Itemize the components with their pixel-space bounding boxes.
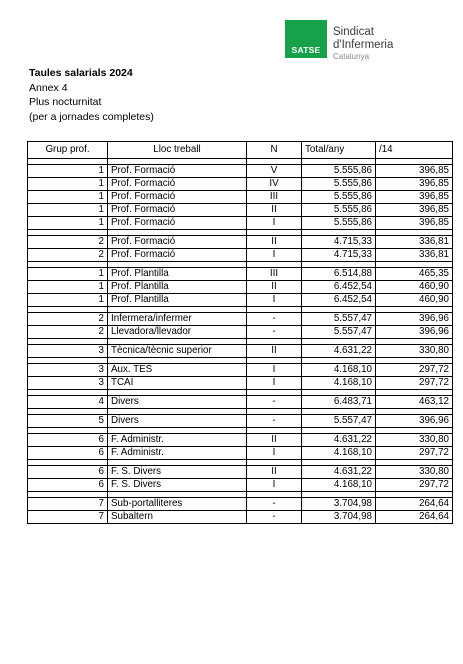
cell-total: 4.168,10 (302, 479, 376, 492)
cell-group: 1 (28, 217, 108, 230)
logo-region: Catalunya (333, 52, 370, 61)
cell-group: 1 (28, 204, 108, 217)
document-title: Taules salarials 2024 (29, 67, 133, 79)
cell-job: Tècnica/tècnic superior (108, 345, 247, 358)
cell-level: I (247, 479, 302, 492)
cell-total: 3.704,98 (302, 498, 376, 511)
cell-job: Infermera/infermer (108, 313, 247, 326)
table-row (28, 447, 453, 460)
satse-logo-mark (285, 20, 327, 58)
cell-level: III (247, 191, 302, 204)
cell-total: 5.555,86 (302, 191, 376, 204)
cell-level: - (247, 396, 302, 409)
cell-monthly: 396,85 (376, 178, 453, 191)
cell-monthly: 463,12 (376, 396, 453, 409)
cell-monthly: 264,64 (376, 498, 453, 511)
cell-group: 1 (28, 281, 108, 294)
cell-total: 6.452,54 (302, 281, 376, 294)
cell-level: - (247, 511, 302, 524)
cell-group: 6 (28, 434, 108, 447)
cell-job: Aux. TES (108, 364, 247, 377)
cell-monthly: 396,85 (376, 204, 453, 217)
table-row (28, 396, 453, 409)
cell-group: 6 (28, 466, 108, 479)
table-row (28, 204, 453, 217)
cell-total: 5.557,47 (302, 313, 376, 326)
cell-job: Prof. Plantilla (108, 281, 247, 294)
table-header-row (28, 142, 453, 159)
table-row (28, 313, 453, 326)
cell-level: I (247, 447, 302, 460)
cell-level: V (247, 165, 302, 178)
cell-monthly: 396,96 (376, 326, 453, 339)
cell-level: - (247, 498, 302, 511)
cell-monthly: 460,90 (376, 294, 453, 307)
column-header-job: Lloc treball (108, 142, 247, 159)
document-heading (29, 66, 154, 124)
cell-job: Prof. Formació (108, 204, 247, 217)
cell-level: I (247, 217, 302, 230)
cell-group: 1 (28, 294, 108, 307)
cell-level: I (247, 377, 302, 390)
cell-total: 6.483,71 (302, 396, 376, 409)
cell-total: 4.715,33 (302, 236, 376, 249)
cell-monthly: 460,90 (376, 281, 453, 294)
cell-monthly: 330,80 (376, 466, 453, 479)
cell-monthly: 264,64 (376, 511, 453, 524)
cell-level: III (247, 268, 302, 281)
cell-total: 5.557,47 (302, 415, 376, 428)
cell-total: 4.631,22 (302, 345, 376, 358)
document-note: (per a jornades completes) (29, 110, 154, 123)
cell-job: Prof. Formació (108, 217, 247, 230)
cell-group: 1 (28, 178, 108, 191)
cell-total: 4.631,22 (302, 434, 376, 447)
cell-monthly: 297,72 (376, 364, 453, 377)
satse-logo (285, 20, 445, 64)
cell-job: F. S. Divers (108, 466, 247, 479)
cell-monthly: 396,85 (376, 165, 453, 178)
cell-total: 5.555,86 (302, 217, 376, 230)
cell-total: 4.715,33 (302, 249, 376, 262)
cell-level: II (247, 434, 302, 447)
cell-job: Prof. Formació (108, 191, 247, 204)
table-row (28, 178, 453, 191)
cell-group: 2 (28, 249, 108, 262)
cell-total: 5.555,86 (302, 178, 376, 191)
cell-monthly: 297,72 (376, 479, 453, 492)
cell-job: F. Administr. (108, 434, 247, 447)
cell-level: II (247, 345, 302, 358)
cell-total: 4.631,22 (302, 466, 376, 479)
cell-monthly: 396,85 (376, 191, 453, 204)
table-row (28, 191, 453, 204)
cell-job: Prof. Formació (108, 236, 247, 249)
cell-group: 1 (28, 268, 108, 281)
cell-level: I (247, 249, 302, 262)
cell-level: II (247, 466, 302, 479)
cell-job: F. S. Divers (108, 479, 247, 492)
cell-level: - (247, 415, 302, 428)
cell-job: Subaltern (108, 511, 247, 524)
table-row (28, 236, 453, 249)
table-row (28, 268, 453, 281)
table-row (28, 511, 453, 524)
cell-group: 7 (28, 498, 108, 511)
table-row (28, 326, 453, 339)
column-header-group: Grup prof. (28, 142, 108, 159)
table-row (28, 364, 453, 377)
cell-monthly: 336,81 (376, 236, 453, 249)
cell-total: 4.168,10 (302, 447, 376, 460)
cell-group: 3 (28, 345, 108, 358)
cell-job: Prof. Plantilla (108, 294, 247, 307)
cell-group: 4 (28, 396, 108, 409)
cell-job: Prof. Formació (108, 249, 247, 262)
cell-group: 1 (28, 165, 108, 178)
cell-level: IV (247, 178, 302, 191)
table-row (28, 217, 453, 230)
cell-job: F. Administr. (108, 447, 247, 460)
table-row (28, 249, 453, 262)
cell-group: 2 (28, 236, 108, 249)
table-row (28, 498, 453, 511)
cell-total: 6.514,88 (302, 268, 376, 281)
table-row (28, 294, 453, 307)
cell-monthly: 330,80 (376, 434, 453, 447)
salary-table (27, 141, 453, 524)
cell-job: Sub-portalliteres (108, 498, 247, 511)
cell-level: II (247, 281, 302, 294)
cell-job: TCAI (108, 377, 247, 390)
table-row (28, 377, 453, 390)
cell-total: 5.555,86 (302, 165, 376, 178)
cell-monthly: 396,96 (376, 313, 453, 326)
table-row (28, 466, 453, 479)
cell-monthly: 297,72 (376, 377, 453, 390)
cell-group: 3 (28, 377, 108, 390)
cell-job: Prof. Plantilla (108, 268, 247, 281)
document-subtitle: Plus nocturnitat (29, 96, 102, 108)
table-row (28, 479, 453, 492)
cell-job: Prof. Formació (108, 178, 247, 191)
cell-job: Llevadora/llevador (108, 326, 247, 339)
cell-monthly: 330,80 (376, 345, 453, 358)
table-row (28, 165, 453, 178)
cell-level: - (247, 313, 302, 326)
cell-monthly: 336,81 (376, 249, 453, 262)
cell-monthly: 465,35 (376, 268, 453, 281)
cell-total: 4.168,10 (302, 377, 376, 390)
table-row (28, 415, 453, 428)
logo-name-line1: Sindicat (333, 26, 374, 38)
cell-group: 5 (28, 415, 108, 428)
logo-name-line2: d'Infermeria (333, 39, 394, 51)
cell-group: 2 (28, 326, 108, 339)
cell-total: 5.557,47 (302, 326, 376, 339)
cell-group: 1 (28, 191, 108, 204)
cell-group: 6 (28, 479, 108, 492)
column-header-total: Total/any (302, 142, 376, 159)
cell-level: I (247, 364, 302, 377)
cell-total: 5.555,86 (302, 204, 376, 217)
cell-group: 3 (28, 364, 108, 377)
column-header-level: N (247, 142, 302, 159)
cell-monthly: 297,72 (376, 447, 453, 460)
table-row (28, 281, 453, 294)
cell-monthly: 396,85 (376, 217, 453, 230)
logo-brand: SATSE (291, 45, 321, 55)
cell-level: - (247, 326, 302, 339)
cell-job: Divers (108, 396, 247, 409)
cell-level: I (247, 294, 302, 307)
cell-level: II (247, 204, 302, 217)
table-body (28, 159, 453, 524)
annex-label: Annex 4 (29, 81, 68, 94)
cell-level: II (247, 236, 302, 249)
cell-job: Divers (108, 415, 247, 428)
cell-group: 7 (28, 511, 108, 524)
table-row (28, 345, 453, 358)
logo-text (333, 26, 393, 62)
cell-monthly: 396,96 (376, 415, 453, 428)
cell-total: 3.704,98 (302, 511, 376, 524)
cell-total: 4.168,10 (302, 364, 376, 377)
cell-total: 6.452,54 (302, 294, 376, 307)
cell-job: Prof. Formació (108, 165, 247, 178)
column-header-monthly: /14 (376, 142, 453, 159)
table-row (28, 434, 453, 447)
cell-group: 2 (28, 313, 108, 326)
cell-group: 6 (28, 447, 108, 460)
